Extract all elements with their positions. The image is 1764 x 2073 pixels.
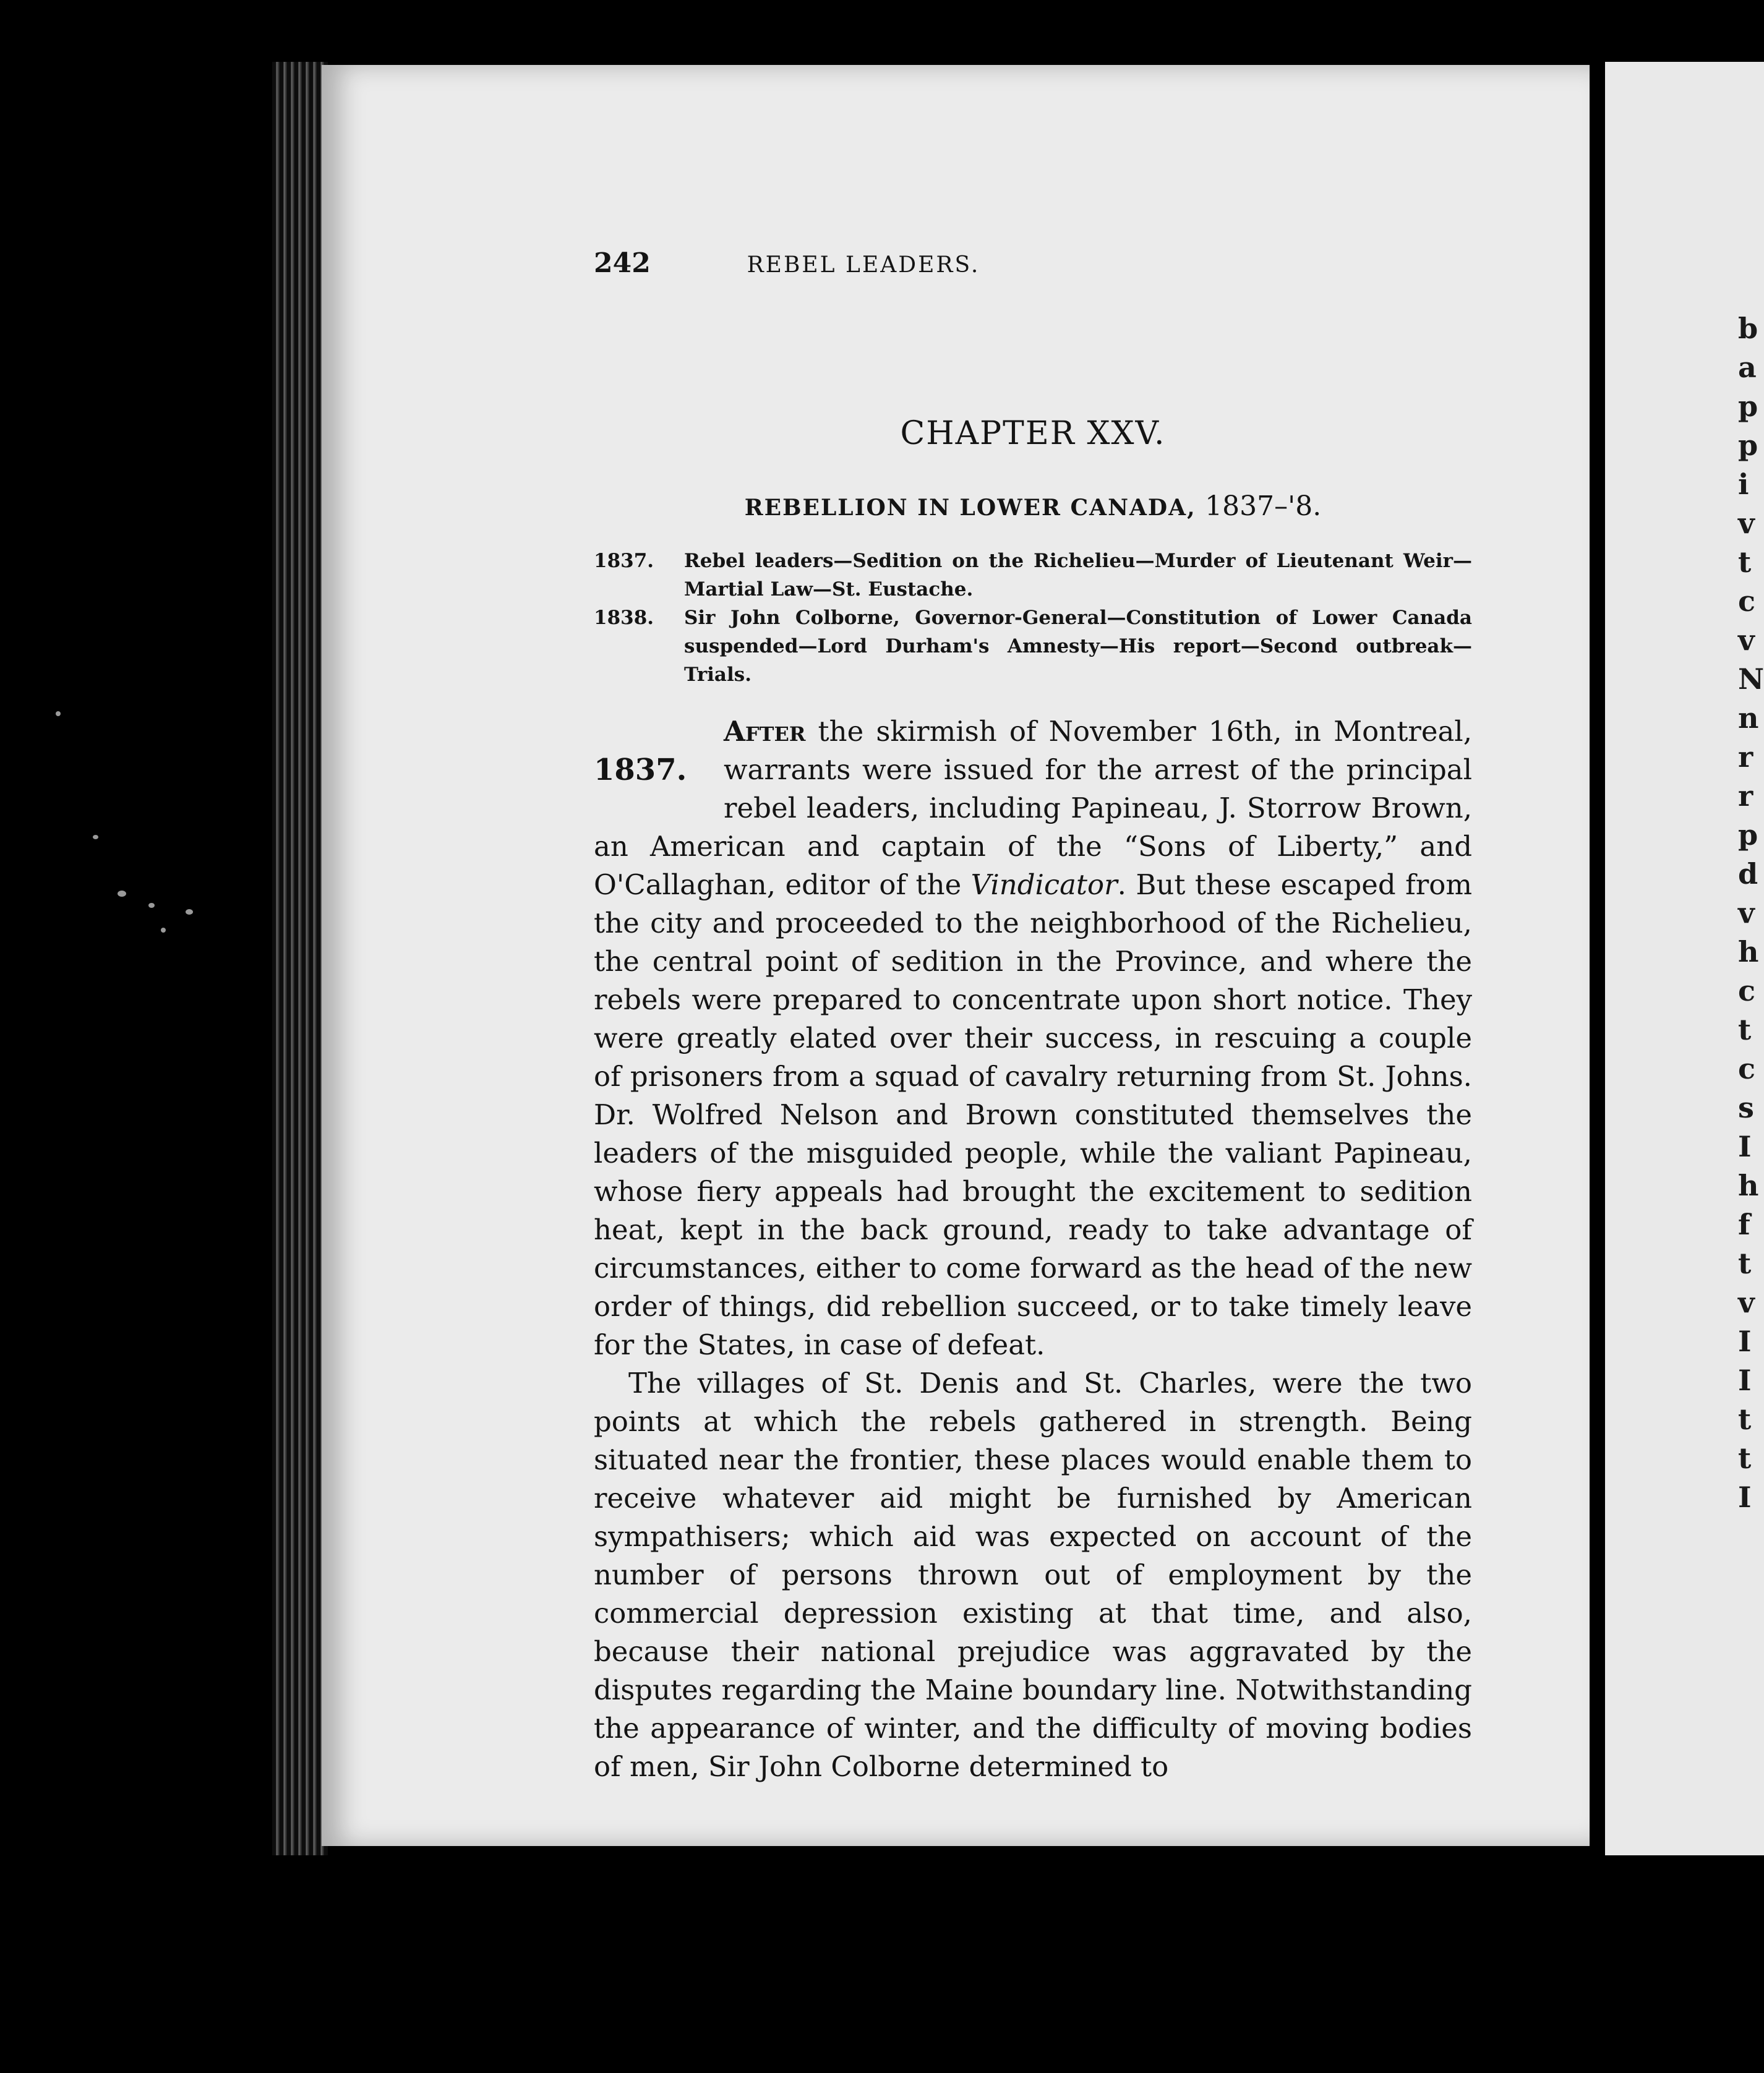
facing-page-letter: t (1738, 545, 1752, 579)
facing-page-letter: h (1738, 935, 1759, 968)
running-head (594, 247, 1150, 279)
facing-page-letter: N (1738, 662, 1764, 696)
dust-speck (186, 909, 193, 915)
summary-entry (594, 604, 1472, 689)
facing-page-letter: r (1738, 740, 1753, 774)
dust-speck (118, 891, 126, 897)
chapter-subtitle-dates: 1837–'8. (1205, 490, 1322, 522)
chapter-subtitle (594, 490, 1472, 522)
facing-page-letter: t (1738, 1247, 1752, 1280)
facing-page-letter: p (1738, 429, 1758, 462)
dust-speck (56, 711, 61, 716)
periodical-title: Vindicator (970, 868, 1118, 901)
facing-page-letter: a (1738, 351, 1757, 384)
facing-page-letter: b (1738, 312, 1758, 345)
facing-page-letter: v (1738, 896, 1755, 930)
summary-year: 1838. (594, 607, 654, 629)
paragraph (594, 712, 1472, 1364)
facing-page-letter: n (1738, 701, 1759, 735)
facing-page-letter: s (1738, 1091, 1754, 1124)
facing-page-letter: I (1738, 1364, 1752, 1397)
facing-page-letter: c (1738, 584, 1756, 618)
chapter-title: CHAPTER XXV. (900, 415, 1166, 452)
facing-page-letter: c (1738, 974, 1756, 1007)
facing-page-letter: h (1738, 1169, 1759, 1202)
facing-page-letter: I (1738, 1325, 1752, 1358)
opening-word: After (724, 715, 806, 748)
facing-page-letter: i (1738, 468, 1749, 501)
paragraph: The villages of St. Denis and St. Charles, were the two points at which the rebels gathered in strength. Being situated near the frontier, these places would enable them to receive whatever aid might be furnished by American sympathisers; which aid was expected on account of the number of persons thrown out of employment by the commercial depression existing at that time, and also, because their national prejudice was aggravated by the disputes regarding the Maine boundary line. Notwithstanding the appearance of winter, and the difficulty of moving bodies of men, Sir John Colborne determined to (594, 1367, 1472, 1783)
page-edges (272, 62, 328, 1855)
facing-page-letter: I (1738, 1130, 1752, 1163)
dust-speck (93, 835, 98, 839)
facing-page-letter: v (1738, 506, 1755, 540)
chapter-summary (594, 547, 1472, 689)
dust-speck (148, 903, 155, 908)
summary-entry (594, 547, 1472, 604)
facing-page-letter: f (1738, 1208, 1750, 1241)
facing-page-letters (1738, 309, 1763, 1517)
summary-text: Rebel leaders—Sedition on the Richelieu—Murder of Lieutenant Weir—Martial Law—St. Eustache. (684, 550, 1472, 601)
facing-page-letter: r (1738, 779, 1753, 813)
body-text (594, 712, 1472, 1786)
chapter-subtitle-text: REBELLION IN LOWER CANADA, (744, 495, 1196, 521)
summary-year: 1837. (594, 550, 654, 572)
summary-text: Sir John Colborne, Governor-General—Constitution of Lower Canada suspended—Lord Durham's Amnesty—His report—Second outbreak—Trials. (684, 607, 1472, 686)
text-block (594, 247, 1472, 1786)
dust-speck (161, 928, 166, 933)
facing-page-letter: t (1738, 1013, 1752, 1046)
facing-page-letter: p (1738, 390, 1758, 423)
facing-page-letter: p (1738, 818, 1758, 852)
running-title: REBEL LEADERS. (747, 252, 980, 278)
facing-page-letter: v (1738, 1286, 1755, 1319)
facing-page-letter: t (1738, 1403, 1752, 1436)
facing-page-letter: v (1738, 623, 1755, 657)
facing-page-letter: I (1738, 1481, 1752, 1514)
page-number: 242 (594, 247, 651, 279)
facing-page-letter: t (1738, 1442, 1752, 1475)
margin-year: 1837. (594, 753, 687, 787)
facing-page-letter: d (1738, 857, 1758, 891)
paragraph-text: the skirmish of November 16th, in Montreal, warrants were issued for the arrest of the principal rebel leaders, including Papineau, J. Storrow Brown, an American and captain of the “Sons of Liberty,” and O'Callaghan, editor of the (594, 715, 1473, 901)
paragraph-text: . But these escaped from the city and proceeded to the neighborhood of the Richelieu, the central point of sedition in the Province, and where the rebels were prepared to concentrate upon short notice. They were greatly elated over their success, in rescuing a couple of prisoners from a squad of cavalry returning from St. Johns. Dr. Wolfred Nelson and Brown constituted themselves the leaders of the misguided people, while the valiant Papineau, whose fiery appeals had brought the excitement to sedition heat, kept in the back ground, ready to take advantage of circumstances, either to come forward as the head of the new order of things, did rebellion succeed, or to take timely leave for the States, in case of defeat. (594, 868, 1472, 1361)
facing-page-letter: c (1738, 1052, 1756, 1085)
